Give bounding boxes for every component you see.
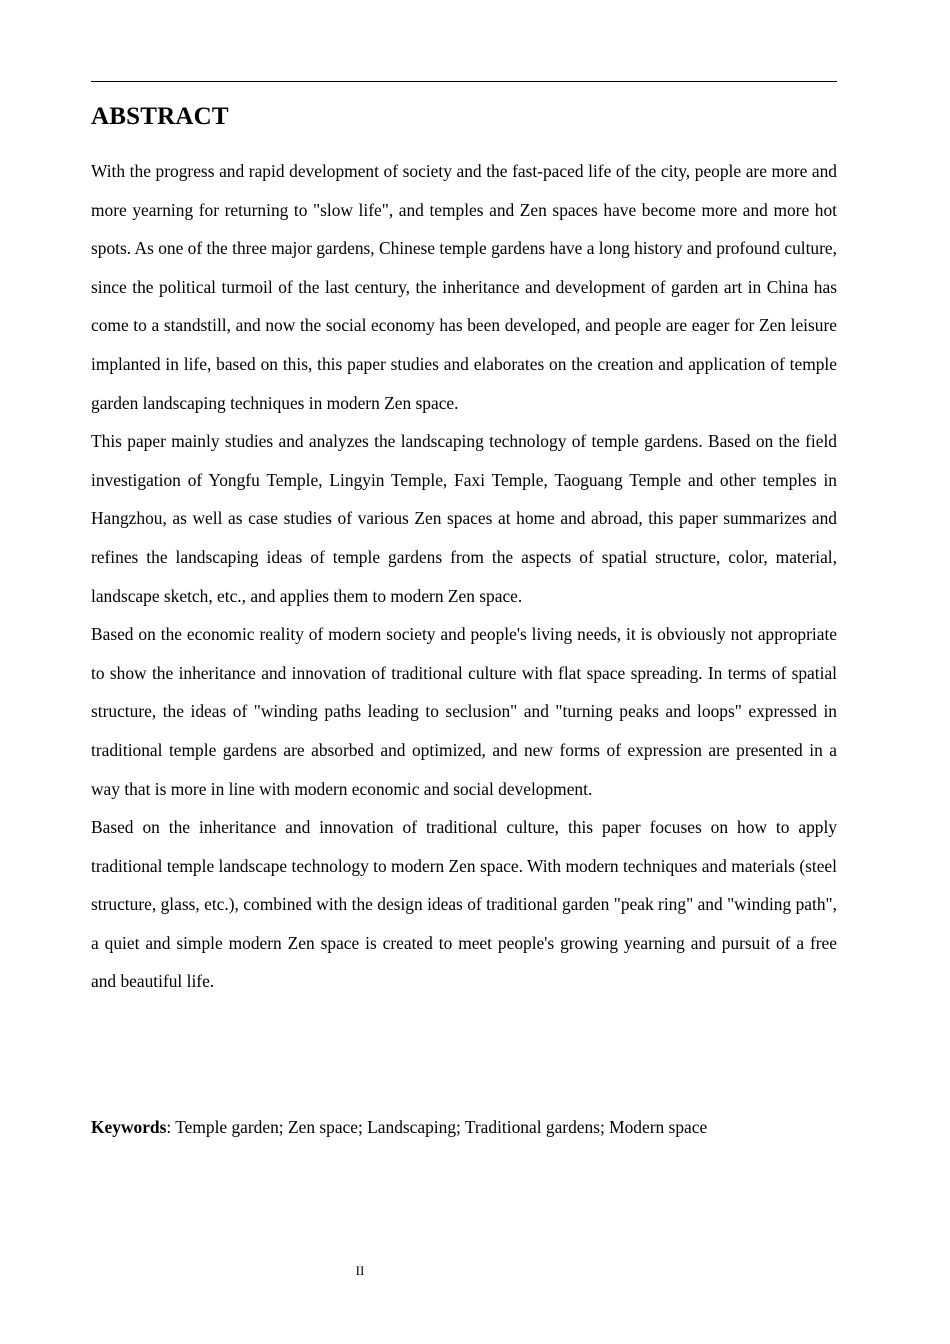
page-number: II — [355, 1263, 365, 1278]
abstract-title: ABSTRACT — [91, 103, 229, 130]
abstract-paragraph-3: Based on the economic reality of modern society and people's living needs, it is obviously not appropriate to show the inheritance and innovation of traditional culture with flat space spreading. In terms of spatial structure, the ideas of "winding paths leading to seclusion" and "turning peaks and loops" expressed in traditional temple gardens are absorbed and optimized, and new forms of expression are presented in a way that is more in line with modern economic and social development. — [91, 624, 837, 799]
keywords-text: Temple garden; Zen space; Landscaping; Traditional gardens; Modern space — [175, 1117, 708, 1137]
abstract-body — [91, 152, 837, 1001]
abstract-paragraph-4: Based on the inheritance and innovation of traditional culture, this paper focuses on how to apply traditional temple landscape technology to modern Zen space. With modern techniques and materials (steel structure, glass, etc.), combined with the design ideas of traditional garden "peak ring" and "winding path", a quiet and simple modern Zen space is created to meet people's growing yearning and pursuit of a free and beautiful life. — [91, 817, 837, 992]
keywords-line — [91, 1108, 837, 1147]
keywords-separator: : — [166, 1117, 176, 1137]
header-rule — [91, 81, 837, 82]
keywords-label: Keywords — [91, 1117, 167, 1137]
abstract-paragraph-2: This paper mainly studies and analyzes the landscaping technology of temple gardens. Based on the field investigation of Yongfu Temple, Lingyin Temple, Faxi Temple, Taoguang Temple and other temples in Hangzhou, as well as case studies of various Zen spaces at home and abroad, this paper summarizes and refines the landscaping ideas of temple gardens from the aspects of spatial structure, color, material, landscape sketch, etc., and applies them to modern Zen space. — [91, 431, 837, 606]
abstract-paragraph-1: With the progress and rapid development of society and the fast-paced life of the city, people are more and more yearning for returning to "slow life", and temples and Zen spaces have become more and more hot spots. As one of the three major gardens, Chinese temple gardens have a long history and profound culture, since the political turmoil of the last century, the inheritance and development of garden art in China has come to a standstill, and now the social economy has been developed, and people are eager for Zen leisure implanted in life, based on this, this paper studies and elaborates on the creation and application of temple garden landscaping techniques in modern Zen space. — [91, 161, 837, 413]
